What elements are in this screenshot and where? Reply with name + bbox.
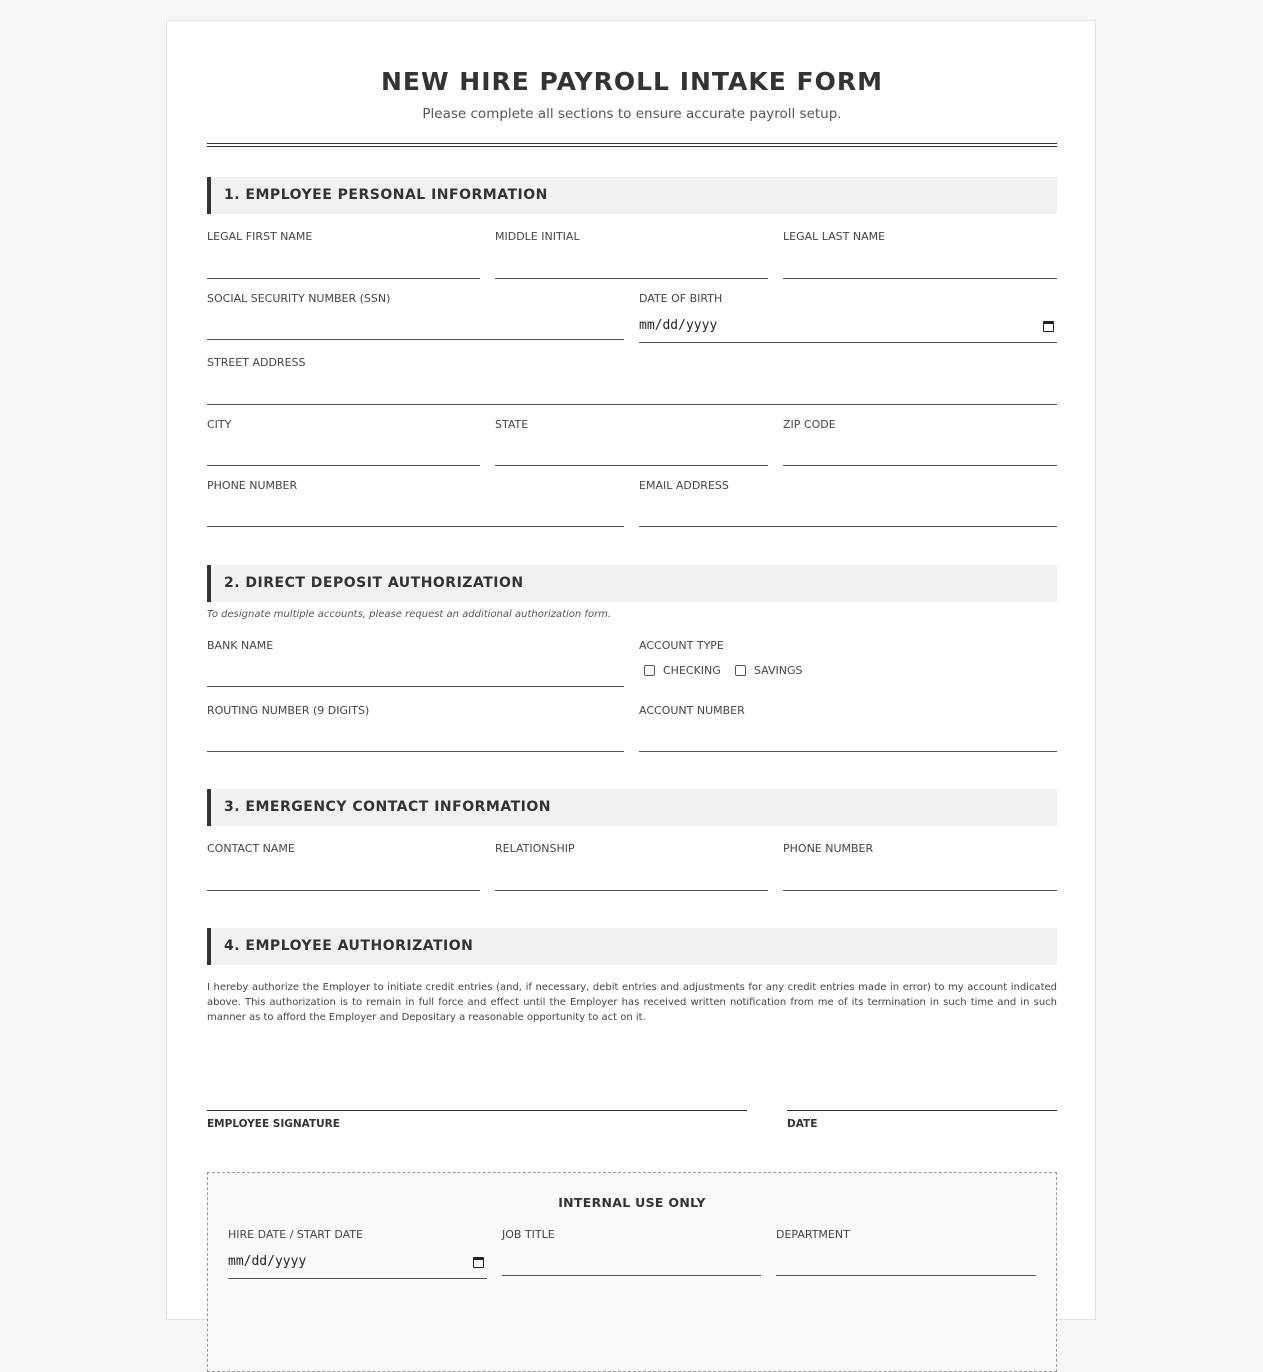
emergency-phone-field xyxy=(783,842,1057,890)
calendar-icon[interactable] xyxy=(1043,321,1054,332)
state-field xyxy=(495,418,768,466)
middle-initial-field xyxy=(495,230,768,278)
account-number-input[interactable] xyxy=(639,727,1057,752)
department-label: DEPARTMENT xyxy=(776,1228,850,1241)
contact-name-field xyxy=(207,842,480,890)
form-page xyxy=(166,20,1096,1320)
ssn-field xyxy=(207,292,624,340)
relationship-label: RELATIONSHIP xyxy=(495,842,575,855)
authorization-text: I hereby authorize the Employer to initiate credit entries (and, if necessary, debit entries and adjustments for any credit entries made in error) to my account indicated above. This authorization is to remain in full force and effect until the Employer has received written notification from me of its termination in such time and in such manner as to afford the Employer and Depositary a reasonable opportunity to act on it. xyxy=(207,982,1057,1023)
internal-use-box xyxy=(207,1172,1057,1372)
routing-number-field xyxy=(207,704,624,752)
legal-last-name-label: LEGAL LAST NAME xyxy=(783,230,886,243)
section-header-direct-deposit: 2. DIRECT DEPOSIT AUTHORIZATION xyxy=(207,565,1057,602)
savings-checkbox[interactable] xyxy=(735,665,746,676)
city-input[interactable] xyxy=(207,441,480,466)
job-title-input[interactable] xyxy=(502,1251,761,1276)
savings-label: SAVINGS xyxy=(754,664,803,677)
legal-first-name-input[interactable] xyxy=(207,254,480,279)
section-header-emergency-contact: 3. EMERGENCY CONTACT INFORMATION xyxy=(207,789,1057,826)
calendar-icon[interactable] xyxy=(473,1257,484,1268)
section-header-authorization: 4. EMPLOYEE AUTHORIZATION xyxy=(207,928,1057,965)
ssn-input[interactable] xyxy=(207,315,624,340)
date-of-birth-input[interactable] xyxy=(639,312,1057,343)
form-subtitle: Please complete all sections to ensure accurate payroll setup. xyxy=(422,106,842,122)
section-header-personal-info: 1. EMPLOYEE PERSONAL INFORMATION xyxy=(207,177,1057,214)
state-label: STATE xyxy=(495,418,529,431)
legal-first-name-field xyxy=(207,230,480,278)
account-type-label: ACCOUNT TYPE xyxy=(639,639,724,652)
employee-signature-line[interactable] xyxy=(207,1110,747,1111)
emergency-phone-input[interactable] xyxy=(783,866,1057,891)
city-label: CITY xyxy=(207,418,232,431)
middle-initial-label: MIDDLE INITIAL xyxy=(495,230,580,243)
legal-first-name-label: LEGAL FIRST NAME xyxy=(207,230,313,243)
hire-date-field xyxy=(228,1228,487,1279)
zip-code-field xyxy=(783,418,1057,466)
relationship-field xyxy=(495,842,768,890)
contact-name-label: CONTACT NAME xyxy=(207,842,295,855)
phone-number-label: PHONE NUMBER xyxy=(207,479,298,492)
middle-initial-input[interactable] xyxy=(495,254,768,279)
header-divider xyxy=(207,143,1057,147)
hire-date-placeholder: mm/dd/yyyy xyxy=(228,1254,307,1269)
routing-number-label: ROUTING NUMBER (9 DIGITS) xyxy=(207,704,370,717)
bank-name-label: BANK NAME xyxy=(207,639,274,652)
bank-name-field xyxy=(207,639,624,687)
employee-signature-label: EMPLOYEE SIGNATURE xyxy=(207,1118,340,1130)
email-address-label: EMAIL ADDRESS xyxy=(639,479,729,492)
multiple-accounts-note: To designate multiple accounts, please request an additional authorization form. xyxy=(207,609,612,620)
zip-code-label: ZIP CODE xyxy=(783,418,836,431)
relationship-input[interactable] xyxy=(495,866,768,891)
internal-use-title: INTERNAL USE ONLY xyxy=(558,1195,706,1210)
job-title-label: JOB TITLE xyxy=(502,1228,555,1241)
routing-number-input[interactable] xyxy=(207,727,624,752)
checking-option[interactable] xyxy=(644,664,721,677)
phone-number-field xyxy=(207,479,624,527)
account-number-field xyxy=(639,704,1057,752)
account-type-field xyxy=(639,639,1057,659)
checking-label: CHECKING xyxy=(663,664,721,677)
date-of-birth-label: DATE OF BIRTH xyxy=(639,292,723,305)
date-of-birth-placeholder: mm/dd/yyyy xyxy=(639,318,718,333)
street-address-field xyxy=(207,356,1057,404)
department-input[interactable] xyxy=(776,1251,1036,1276)
signature-date-line[interactable] xyxy=(787,1110,1057,1111)
signature-date-label: DATE xyxy=(787,1118,818,1130)
bank-name-input[interactable] xyxy=(207,662,624,687)
zip-code-input[interactable] xyxy=(783,441,1057,466)
contact-name-input[interactable] xyxy=(207,866,480,891)
city-field xyxy=(207,418,480,466)
job-title-field xyxy=(502,1228,761,1276)
ssn-label: SOCIAL SECURITY NUMBER (SSN) xyxy=(207,292,391,305)
hire-date-label: HIRE DATE / START DATE xyxy=(228,1228,363,1241)
state-input[interactable] xyxy=(495,441,768,466)
email-address-input[interactable] xyxy=(639,502,1057,527)
street-address-label: STREET ADDRESS xyxy=(207,356,306,369)
emergency-phone-label: PHONE NUMBER xyxy=(783,842,874,855)
savings-option[interactable] xyxy=(735,664,803,677)
date-of-birth-field xyxy=(639,292,1057,343)
department-field xyxy=(776,1228,1036,1276)
legal-last-name-input[interactable] xyxy=(783,254,1057,279)
account-number-label: ACCOUNT NUMBER xyxy=(639,704,745,717)
legal-last-name-field xyxy=(783,230,1057,278)
checking-checkbox[interactable] xyxy=(644,665,655,676)
hire-date-input[interactable] xyxy=(228,1248,487,1279)
phone-number-input[interactable] xyxy=(207,502,624,527)
form-title: NEW HIRE PAYROLL INTAKE FORM xyxy=(381,67,883,96)
street-address-input[interactable] xyxy=(207,380,1057,405)
email-address-field xyxy=(639,479,1057,527)
